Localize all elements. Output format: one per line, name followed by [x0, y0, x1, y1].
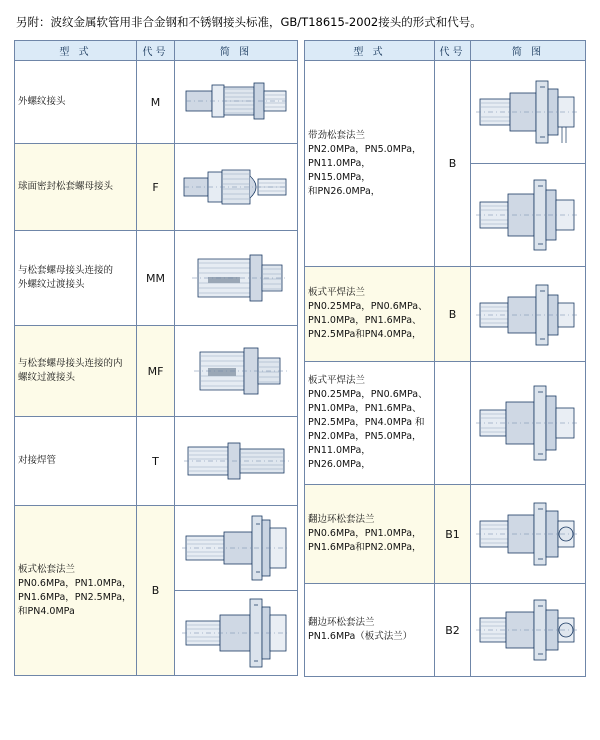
row-type-label: [15, 144, 137, 231]
type-line: PN1.6MPa和PN2.0MPa，: [308, 542, 422, 553]
ribbed-loose-flange-icon-top: [474, 63, 582, 161]
row-figure: [175, 61, 298, 144]
row-code: B: [137, 506, 175, 676]
row-code: F: [137, 144, 175, 231]
row-figure: [471, 362, 586, 485]
row-code: T: [137, 417, 175, 506]
tables-container: [14, 40, 586, 677]
male-thread-transition-connector-icon: [178, 233, 294, 323]
row-code: MF: [137, 326, 175, 417]
header-type: 型 式: [15, 41, 137, 61]
ribbed-loose-flange-icon-bottom: [474, 166, 582, 264]
row-type-label: [305, 267, 435, 362]
plate-loose-flange-icon-bottom: [178, 591, 294, 675]
butt-weld-pipe-icon: [178, 419, 294, 503]
row-code: MM: [137, 231, 175, 326]
table-row: [15, 506, 298, 676]
type-line: 对接焊管: [18, 455, 57, 466]
header-figure: 简 图: [175, 41, 298, 61]
right-spec-table: [304, 40, 586, 677]
table-header-row: [15, 41, 298, 61]
header-code: 代号: [137, 41, 175, 61]
row-type-label: [15, 326, 137, 417]
row-code: B: [435, 61, 471, 267]
type-line: 带劲松套法兰: [308, 129, 366, 141]
row-figure: [471, 61, 586, 164]
threaded-male-connector-icon: [178, 63, 294, 141]
type-line: 螺纹过渡接头: [18, 372, 76, 383]
type-line: 翻边环松套法兰: [308, 617, 375, 628]
table-row: [15, 326, 298, 417]
row-code: B2: [435, 584, 471, 677]
row-type-label: [305, 485, 435, 584]
row-code: B: [435, 267, 471, 362]
type-line: 板式平焊法兰: [308, 375, 366, 386]
row-figure: [175, 506, 298, 676]
plate-flat-weld-flange-icon: [474, 269, 582, 359]
row-code: M: [137, 61, 175, 144]
type-line: PN2.0MPa，PN5.0MPa，: [308, 431, 422, 442]
page-title: 另附：波纹金属软管用非合金钢和不锈钢接头标准，GB/T18615-2002接头的形式和代号。: [16, 15, 482, 29]
row-type-label: [305, 61, 435, 267]
plate-loose-flange-icon-top: [178, 506, 294, 590]
type-line: PN1.6MPa，PN2.5MPa，: [18, 591, 132, 603]
row-figure: [471, 584, 586, 677]
type-line: 与松套螺母接头连接的: [18, 265, 114, 276]
row-figure: [175, 231, 298, 326]
type-line: PN1.0MPa，PN1.6MPa、: [308, 403, 422, 414]
table-row: [305, 485, 586, 584]
table-row: [15, 144, 298, 231]
type-line: PN1.6MPa（板式法兰）: [308, 631, 413, 642]
table-row: [15, 231, 298, 326]
row-figure: [175, 417, 298, 506]
type-line: PN0.25MPa，PN0.6MPa、: [308, 389, 428, 400]
row-type-label: [305, 584, 435, 677]
row-figure: [175, 144, 298, 231]
type-line: PN0.6MPa，PN1.0MPa，: [18, 577, 132, 589]
row-figure: [175, 326, 298, 417]
spherical-seal-union-nut-connector-icon: [178, 146, 294, 228]
type-line: PN0.6MPa，PN1.0MPa，: [308, 528, 422, 539]
row-figure: [471, 164, 586, 267]
type-line: 外螺纹过渡接头: [18, 279, 85, 290]
header-code: 代号: [435, 41, 471, 61]
type-line: PN2.5MPa和PN4.0MPa，: [308, 329, 422, 340]
type-line: 球面密封松套螺母接头: [18, 181, 114, 192]
type-line: 翻边环松套法兰: [308, 514, 375, 525]
row-type-label: [15, 417, 137, 506]
row-type-label: [305, 362, 435, 485]
row-figure: [471, 267, 586, 362]
type-line: 和PN4.0MPa: [18, 605, 75, 617]
type-line: 板式松套法兰: [18, 563, 76, 575]
table-row: [305, 61, 586, 164]
type-line: PN1.0MPa，PN1.6MPa、: [308, 315, 422, 326]
row-code: B1: [435, 485, 471, 584]
type-line: PN0.25MPa，PN0.6MPa、: [308, 301, 428, 312]
row-code: [435, 362, 471, 485]
type-line: 板式平焊法兰: [308, 287, 366, 298]
female-thread-transition-connector-icon: [178, 328, 294, 414]
row-type-label: [15, 61, 137, 144]
lap-joint-flange-icon: [474, 487, 582, 581]
table-row: [305, 362, 586, 485]
header-type: 型 式: [305, 41, 435, 61]
type-line: PN11.0MPa，PN26.0MPa，: [308, 445, 371, 470]
left-spec-table: [14, 40, 298, 676]
type-line: PN11.0MPa，PN15.0MPa，: [308, 157, 371, 183]
header-figure: 简 图: [471, 41, 586, 61]
type-line: PN2.5MPa，PN4.0MPa 和: [308, 417, 425, 428]
type-line: 与松套螺母接头连接的内: [18, 358, 123, 369]
type-line: 和PN26.0MPa，: [308, 185, 381, 197]
table-header-row: [305, 41, 586, 61]
table-row: [305, 267, 586, 362]
type-line: 外螺纹接头: [18, 96, 66, 107]
plate-flat-weld-flange-icon-2: [474, 364, 582, 482]
table-row: [305, 584, 586, 677]
type-line: PN2.0MPa，PN5.0MPa，: [308, 143, 422, 155]
row-type-label: [15, 231, 137, 326]
table-row: [15, 417, 298, 506]
lap-joint-flange-plate-icon: [474, 586, 582, 674]
row-type-label: [15, 506, 137, 676]
row-figure: [471, 485, 586, 584]
table-row: [15, 61, 298, 144]
